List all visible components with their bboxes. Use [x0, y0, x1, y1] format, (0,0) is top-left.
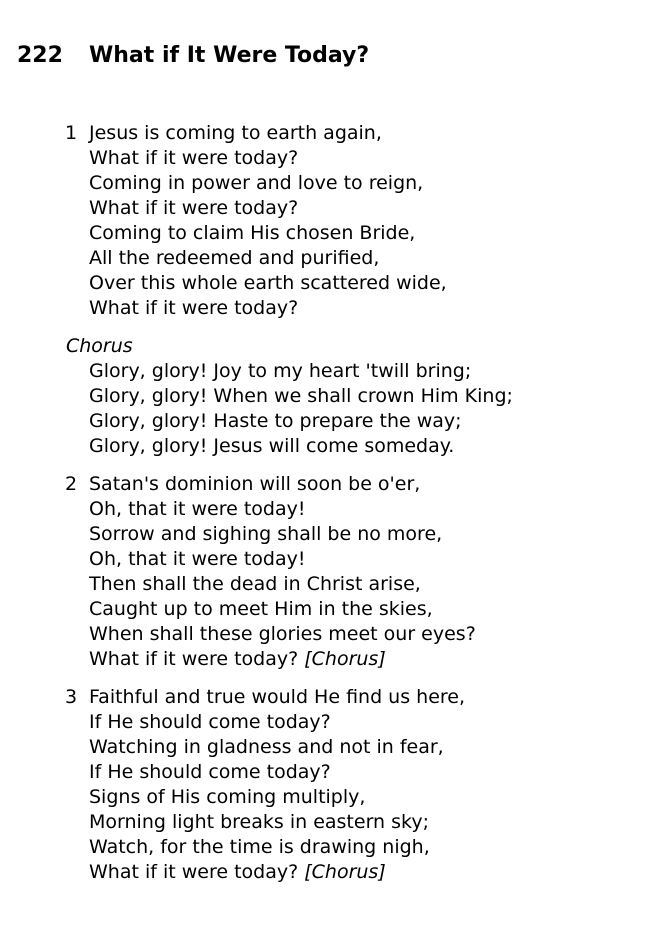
stanza-lines: [89, 121, 658, 321]
verse-line-with-chorus-ref: [89, 647, 658, 672]
verse-line: Coming in power and love to reign,: [89, 172, 424, 194]
hymn-number: 222: [17, 43, 63, 68]
verse-line-text: What if it were today?: [89, 861, 305, 883]
stanza-number: 1: [65, 122, 78, 144]
verse-line: When shall these glories meet our eyes?: [89, 623, 476, 645]
stanza-number: 3: [65, 686, 78, 708]
verse-line: Signs of His coming multiply,: [89, 786, 366, 808]
verse-line: Watching in gladness and not in fear,: [89, 736, 444, 758]
chorus-reference: [Chorus]: [304, 861, 386, 883]
verse-line: Jesus is coming to earth again,: [89, 122, 382, 144]
verse-line: Oh, that it were today!: [89, 498, 306, 520]
verse-line: Watch, for the time is drawing nigh,: [89, 836, 430, 858]
chorus-line: Glory, glory! Jesus will come someday.: [89, 435, 455, 457]
stanza-number: 2: [65, 473, 78, 495]
verse-line: What if it were today?: [89, 147, 299, 169]
stanza-lines: [89, 472, 658, 672]
stanza-3: [0, 685, 658, 885]
verse-line: If He should come today?: [89, 761, 331, 783]
chorus-reference: [Chorus]: [304, 648, 386, 670]
chorus-lines: [89, 359, 658, 459]
verse-line-with-chorus-ref: [89, 860, 658, 885]
verse-line: Coming to claim His chosen Bride,: [89, 222, 416, 244]
stanza-lines: [89, 685, 658, 885]
verse-line: Morning light breaks in eastern sky;: [89, 811, 429, 833]
verse-line: If He should come today?: [89, 711, 331, 733]
stanza-1: [0, 121, 658, 321]
verse-line: Satan's dominion will soon be o'er,: [89, 473, 421, 495]
verse-line: Then shall the dead in Christ arise,: [89, 573, 421, 595]
chorus: [0, 334, 658, 459]
verse-line-text: What if it were today?: [89, 648, 305, 670]
hymn-header: [17, 42, 369, 70]
stanza-2: [0, 472, 658, 672]
verse-line: Sorrow and sighing shall be no more,: [89, 523, 443, 545]
hymn-body: [0, 121, 658, 898]
chorus-line: Glory, glory! Haste to prepare the way;: [89, 410, 462, 432]
hymn-title: What if It Were Today?: [89, 43, 370, 68]
verse-line: Oh, that it were today!: [89, 548, 306, 570]
chorus-line: Glory, glory! When we shall crown Him King;: [89, 385, 513, 407]
verse-line: What if it were today?: [89, 297, 299, 319]
verse-line: All the redeemed and purified,: [89, 247, 380, 269]
chorus-label: Chorus: [66, 335, 133, 357]
verse-line: Caught up to meet Him in the skies,: [89, 598, 433, 620]
verse-line: Over this whole earth scattered wide,: [89, 272, 447, 294]
chorus-line: Glory, glory! Joy to my heart 'twill bring;: [89, 360, 472, 382]
verse-line: Faithful and true would He find us here,: [89, 686, 466, 708]
verse-line: What if it were today?: [89, 197, 299, 219]
